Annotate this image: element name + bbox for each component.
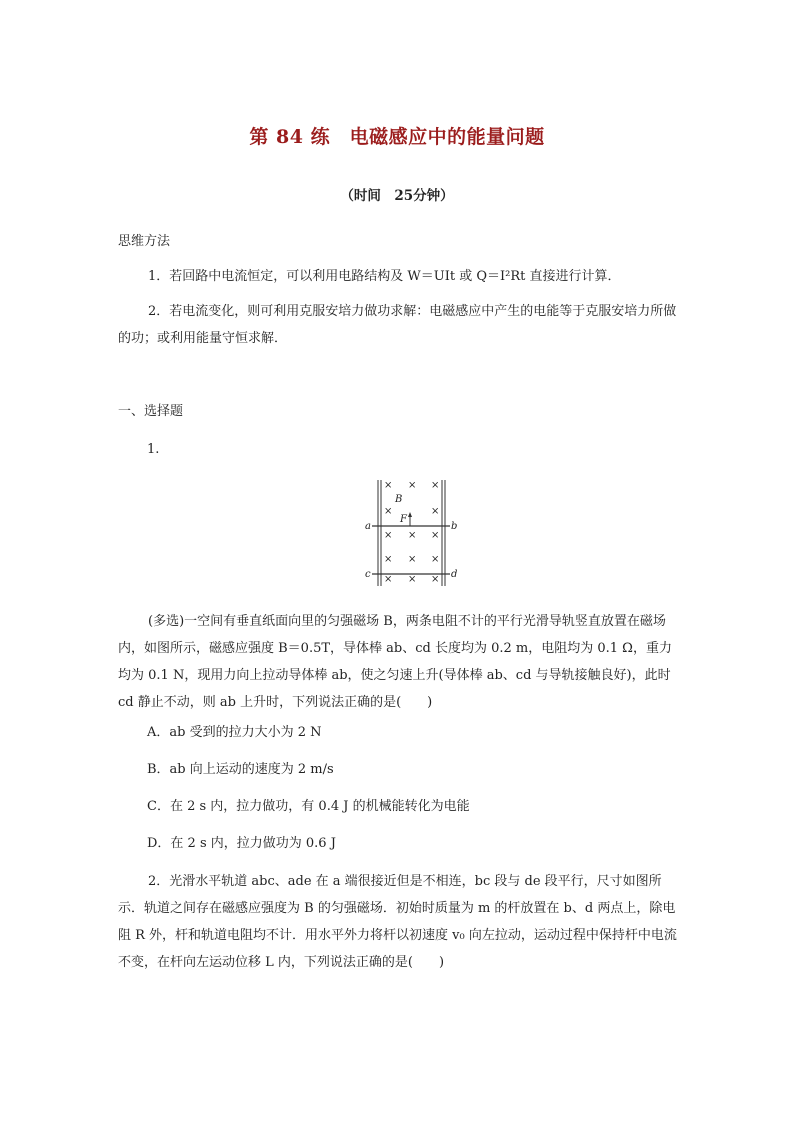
label-d: d: [451, 569, 458, 580]
svg-text:×: ×: [384, 574, 393, 585]
svg-text:×: ×: [431, 530, 440, 541]
method-heading: 思维方法: [118, 234, 171, 249]
label-a: a: [365, 521, 371, 532]
magnetic-field-crosses: [384, 480, 439, 585]
svg-text:×: ×: [408, 574, 417, 585]
method-item-1: 1．若回路中电流恒定，可以利用电路结构及 W＝UIt 或 Q＝I²Rt 直接进行计算．: [148, 269, 621, 284]
svg-text:×: ×: [384, 530, 393, 541]
label-B: B: [395, 494, 403, 505]
method-item-2: 2．若电流变化，则可利用克服安培力做功求解：电磁感应中产生的电能等于克服安培力所做的功；或利用能量守恒求解．: [118, 304, 677, 346]
rails-figure: [360, 478, 460, 588]
svg-text:×: ×: [431, 480, 440, 491]
section-heading: 一、选择题: [118, 404, 184, 419]
svg-text:×: ×: [408, 530, 417, 541]
svg-text:×: ×: [384, 506, 393, 517]
svg-text:×: ×: [384, 480, 393, 491]
question-1-number: 1.: [147, 442, 160, 457]
svg-text:×: ×: [384, 554, 393, 565]
label-b: b: [451, 521, 458, 532]
time-limit: （时间 25分钟）: [340, 188, 454, 204]
svg-text:×: ×: [431, 506, 440, 517]
question-1-option-b: B．ab 向上运动的速度为 2 m/s: [147, 762, 334, 777]
question-1-text: (多选)一空间有垂直纸面向里的匀强磁场 B，两条电阻不计的平行光滑导轨竖直放置在磁场内，如图所示，磁感应强度 B＝0.5T，导体棒 ab、cd 长度均为 0.2 m，电阻均为 0.1 Ω，重力均为 0.1 N，现用力向上拉动导体棒 ab，使之匀速上升(导体棒 ab、cd 与导轨接触良好)，此时 cd 静止不动，则 ab 上升时，下列说法正确的是( ): [118, 614, 672, 710]
svg-text:×: ×: [408, 554, 417, 565]
question-1-option-d: D．在 2 s 内，拉力做功为 0.6 J: [147, 836, 336, 851]
page-title: 第 84 练 电磁感应中的能量问题: [249, 126, 545, 148]
label-c: c: [365, 569, 371, 580]
label-F: F: [400, 514, 407, 525]
svg-text:×: ×: [431, 554, 440, 565]
question-1-option-a: A．ab 受到的拉力大小为 2 N: [147, 725, 322, 740]
question-1-option-c: C．在 2 s 内，拉力做功，有 0.4 J 的机械能转化为电能: [147, 799, 470, 814]
svg-text:×: ×: [431, 574, 440, 585]
svg-text:×: ×: [408, 480, 417, 491]
question-2-text: 2．光滑水平轨道 abc、ade 在 a 端很接近但是不相连，bc 段与 de 段平行，尺寸如图所示．轨道之间存在磁感应强度为 B 的匀强磁场．初始时质量为 m 的杆放置在 b、d 两点上，除电阻 R 外，杆和轨道电阻均不计．用水平外力将杆以初速度 v₀ 向左拉动，运动过程中保持杆中电流不变，在杆向左运动位移 L 内，下列说法正确的是( ): [118, 874, 677, 970]
